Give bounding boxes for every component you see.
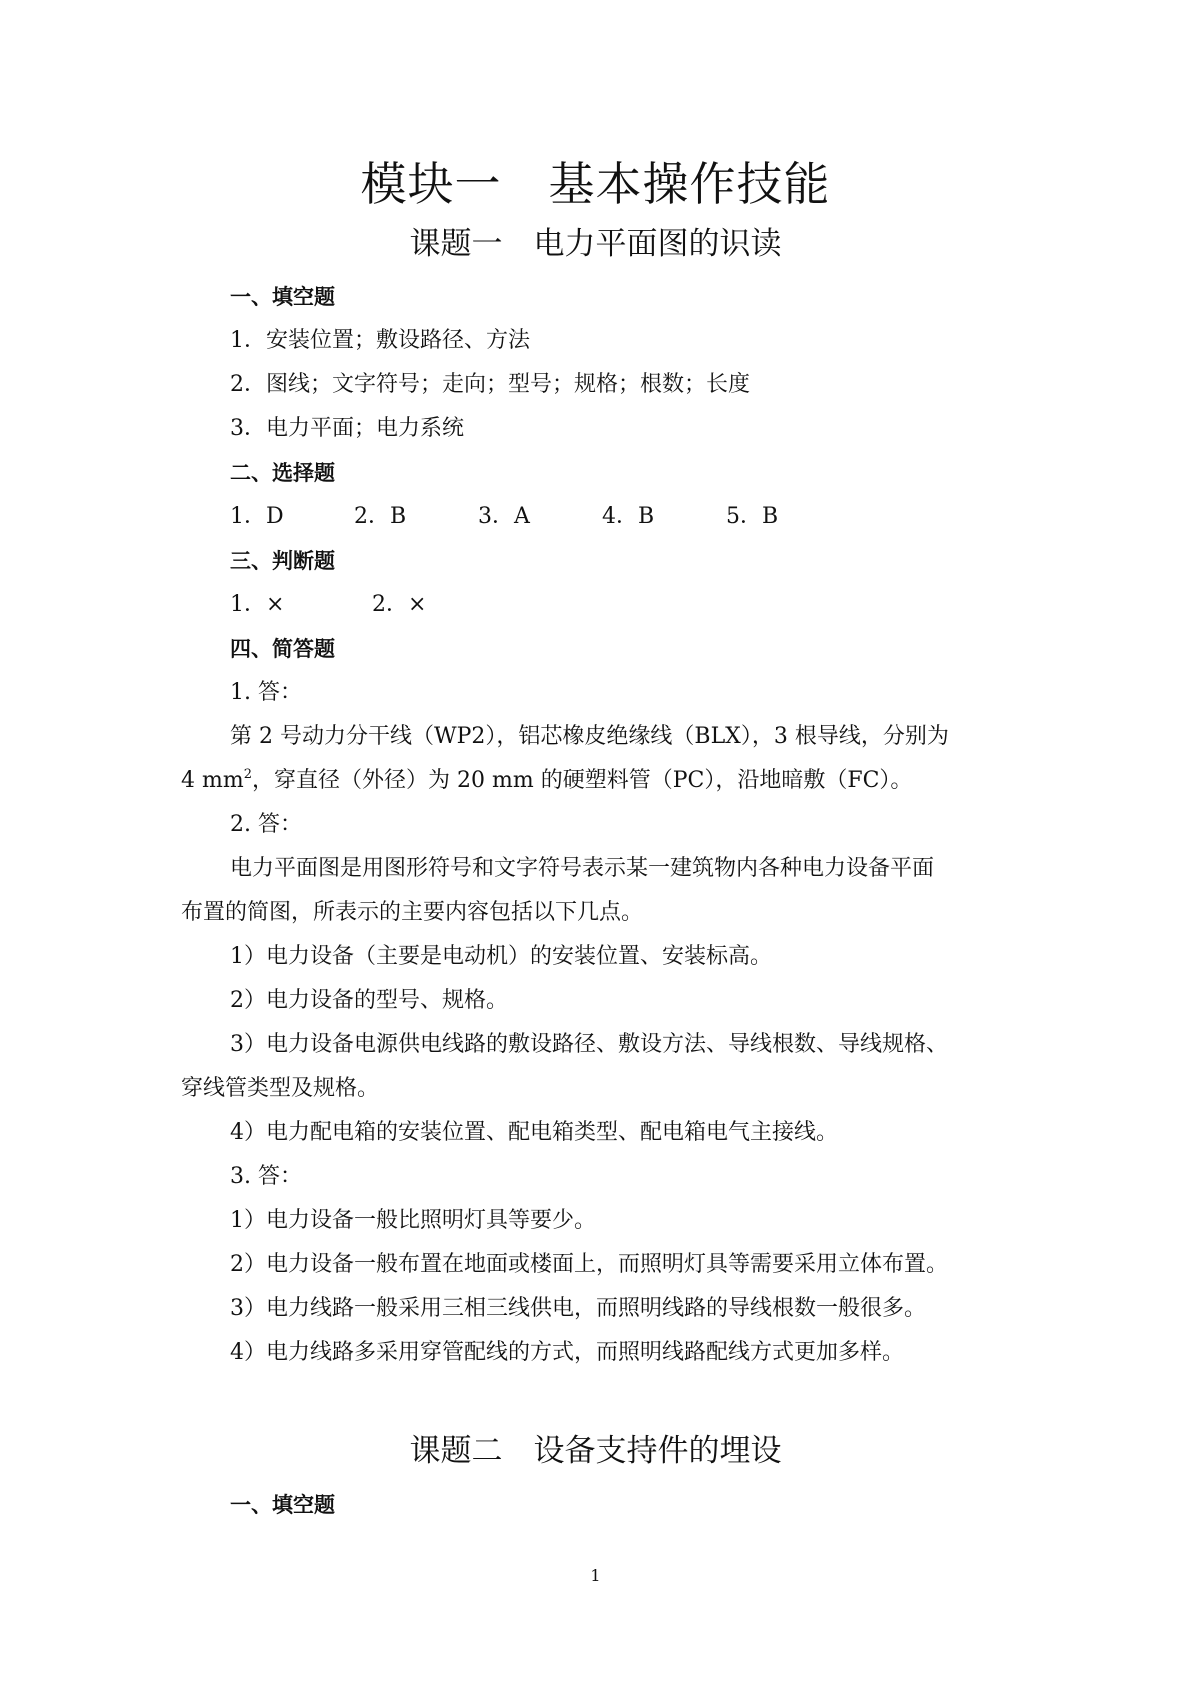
q2-item-3-line2: 穿线管类型及规格。 xyxy=(181,1076,380,1101)
lesson2-fill-blank-heading: 一、填空题 xyxy=(230,1493,335,1517)
q3-item-2: 2）电力设备一般布置在地面或楼面上，而照明灯具等需要采用立体布置。 xyxy=(230,1252,948,1277)
module-title: 模块一 基本操作技能 xyxy=(360,157,831,211)
judge-answer-2: 2．× xyxy=(372,592,427,617)
q1-size-value: 4 mm xyxy=(181,768,244,793)
fill-answer-3: 3．电力平面；电力系统 xyxy=(230,416,464,441)
choice-heading: 二、选择题 xyxy=(230,461,335,485)
choice-answer-1: 1．D xyxy=(230,504,284,529)
q3-item-3: 3）电力线路一般采用三相三线供电，而照明线路的导线根数一般很多。 xyxy=(230,1296,926,1321)
q1-label: 1. 答： xyxy=(230,680,302,705)
judge-answers xyxy=(230,590,514,620)
q1-text-line1: 第 2 号动力分干线（WP2），铝芯橡皮绝缘线（BLX），3 根导线，分别为 xyxy=(230,724,949,749)
choice-answer-2: 2．B xyxy=(354,504,407,529)
q2-text-line1: 电力平面图是用图形符号和文字符号表示某一建筑物内各种电力设备平面 xyxy=(230,856,935,881)
fill-answer-2: 2．图线；文字符号；走向；型号；规格；根数；长度 xyxy=(230,372,750,397)
lesson1-title: 课题一 电力平面图的识读 xyxy=(409,226,782,262)
q3-item-4: 4）电力线路多采用穿管配线的方式，而照明线路配线方式更加多样。 xyxy=(230,1340,904,1365)
judge-heading: 三、判断题 xyxy=(230,549,335,573)
q3-label: 3. 答： xyxy=(230,1164,302,1189)
lesson2-title: 课题二 设备支持件的埋设 xyxy=(409,1433,782,1469)
q2-text-line2: 布置的简图，所表示的主要内容包括以下几点。 xyxy=(181,900,644,925)
fill-answer-1: 1．安装位置；敷设路径、方法 xyxy=(230,328,530,353)
q2-item-4: 4）电力配电箱的安装位置、配电箱类型、配电箱电气主接线。 xyxy=(230,1120,838,1145)
q1-size-superscript: 2 xyxy=(243,767,252,782)
q2-item-3-line1: 3）电力设备电源供电线路的敷设路径、敷设方法、导线根数、导线规格、 xyxy=(230,1032,948,1057)
page-number: 1 xyxy=(590,1566,601,1585)
q3-item-1: 1）电力设备一般比照明灯具等要少。 xyxy=(230,1208,596,1233)
choice-answer-5: 5．B xyxy=(726,504,779,529)
judge-answer-1: 1．× xyxy=(230,592,285,617)
fill-blank-heading: 一、填空题 xyxy=(230,285,335,309)
q1-text-rest: ，穿直径（外径）为 20 mm 的硬塑料管（PC），沿地暗敷（FC）。 xyxy=(252,768,913,793)
choice-answer-3: 3．A xyxy=(478,504,530,529)
q2-label: 2. 答： xyxy=(230,812,302,837)
q2-item-1: 1）电力设备（主要是电动机）的安装位置、安装标高。 xyxy=(230,944,772,969)
q2-item-2: 2）电力设备的型号、规格。 xyxy=(230,988,508,1013)
short-answer-heading: 四、简答题 xyxy=(230,637,335,661)
q1-text-line2 xyxy=(181,766,912,796)
choice-answer-4: 4．B xyxy=(602,504,655,529)
choice-answers xyxy=(230,502,850,532)
